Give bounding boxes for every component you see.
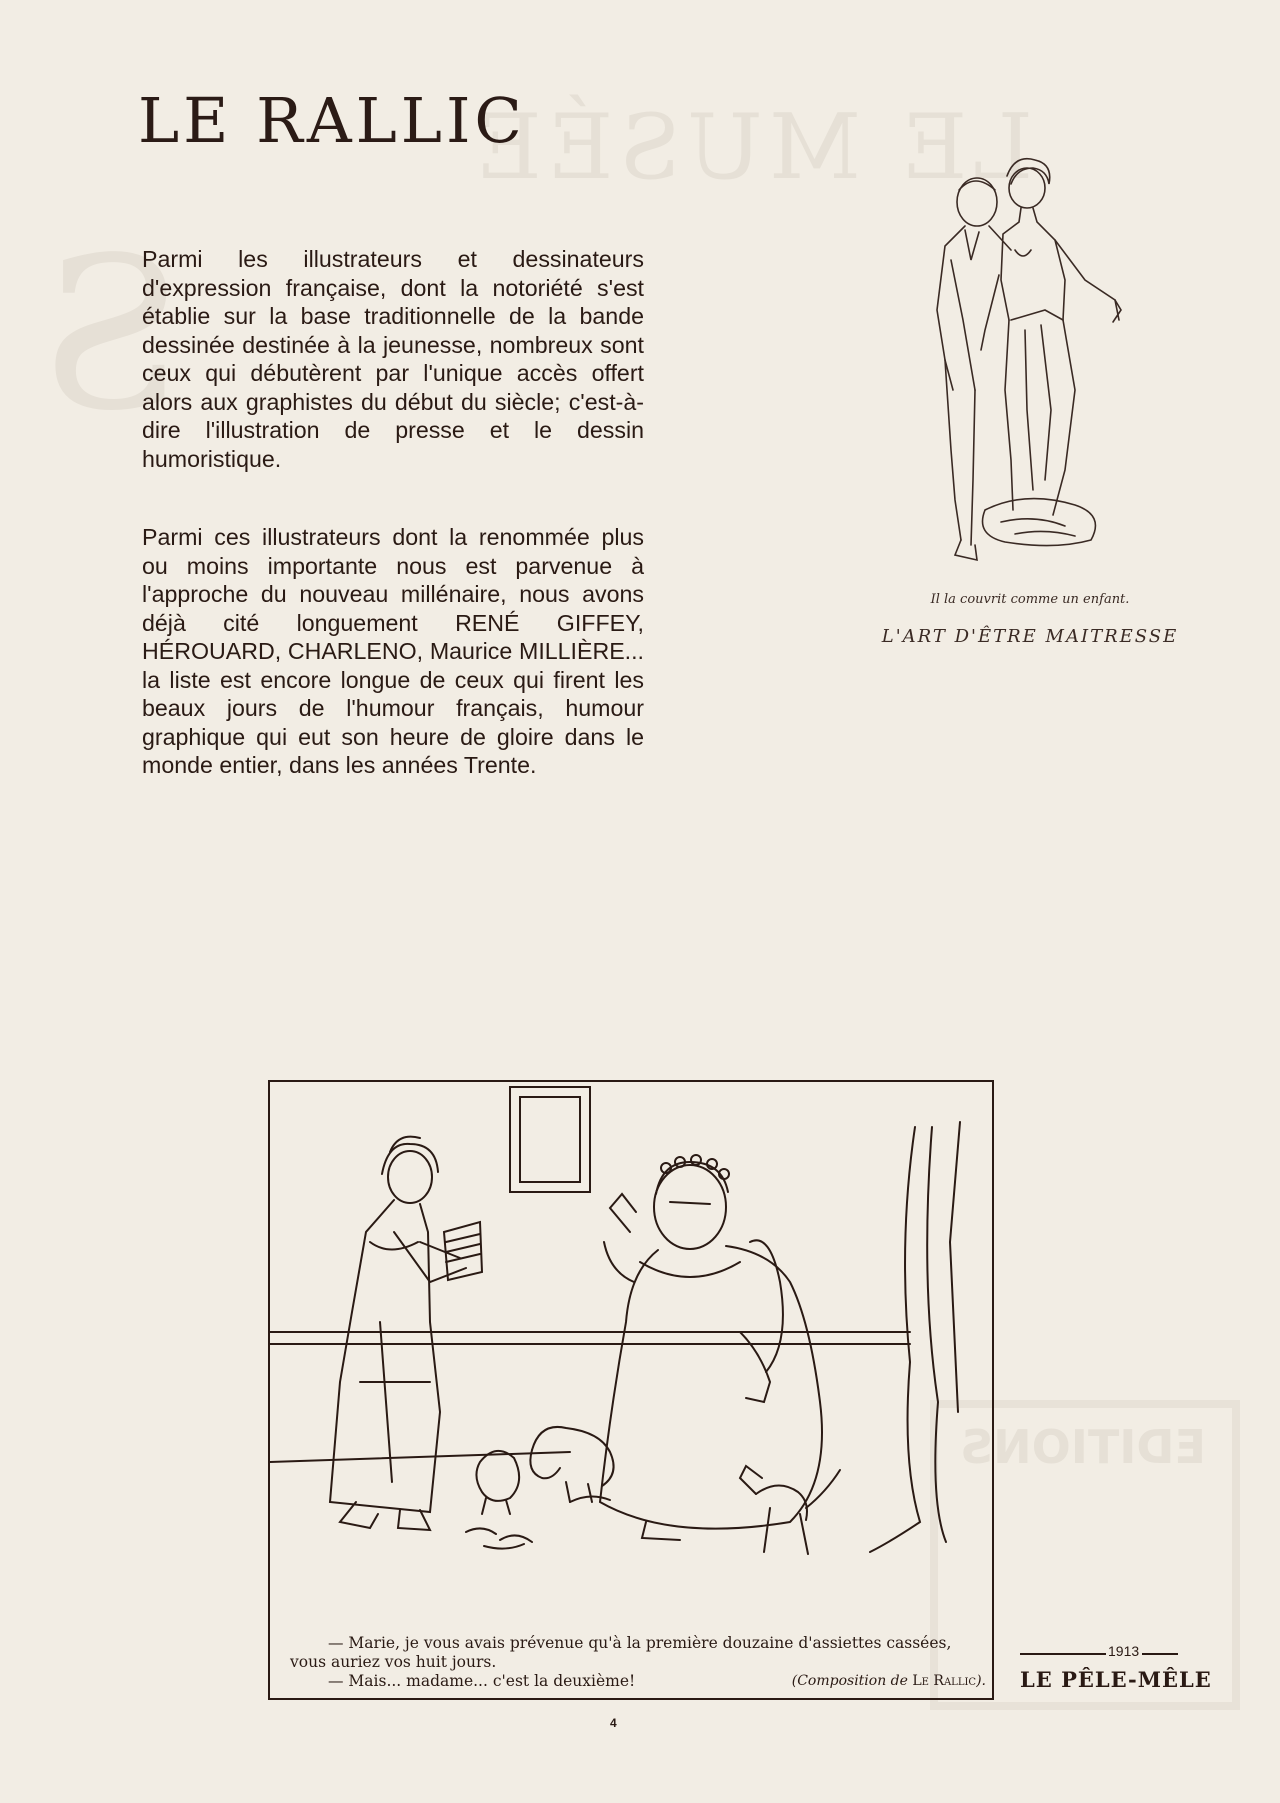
- dialogue-line-2: — Mais... madame... c'est la deuxième!: [328, 1672, 636, 1690]
- page-title: LE RALLIC: [138, 84, 526, 157]
- illustration-title: L'ART D'ÊTRE MAITRESSE: [881, 626, 1179, 647]
- bleed-through-text: EDITIONS: [960, 1420, 1206, 1474]
- intro-paragraph: Parmi les illustrateurs et dessinateurs d'expression française, dont la notoriété s'est établie sur la base traditionnelle de la bande dessinée destinée à la jeunesse, nombreux sont ceux qui débutèrent par l'unique accès offert alors aux graphistes du début du siècle; c'est-à-dire l'illustration de presse et le dessin humoristique.: [142, 246, 644, 472]
- source-year: [1020, 1643, 1180, 1663]
- cartoon-panel: [268, 1080, 994, 1700]
- second-paragraph: Parmi ces illustrateurs dont la renommée plus ou moins importante nous est parvenue à l'approche du nouveau millénaire, nous avons déjà cité longuement RENÉ GIFFEY, HÉROUARD, CHARLENO, Maurice MILLIÈRE... la liste est encore longue de ceux qui firent les beaux jours de l'humour français, humour graphique qui eut son heure de gloire dans le monde entier, dans les années Trente.: [142, 524, 644, 778]
- page-number: 4: [610, 1716, 617, 1730]
- cartoon-credit: (Composition de Le Rallic).: [791, 1673, 986, 1689]
- cartoon-caption: [290, 1634, 990, 1691]
- illustration-caption: Il la couvrit comme un enfant.: [930, 592, 1130, 607]
- cartoon-drawing: [270, 1082, 991, 1697]
- year-label: 1913: [1108, 1643, 1140, 1659]
- bleed-through-text: S: [40, 212, 184, 457]
- bleed-through-text: LE MUSÉE: [470, 95, 1034, 200]
- publication-name: LE PÊLE-MÊLE: [1020, 1667, 1212, 1692]
- couple-illustration: [915, 150, 1155, 580]
- dialogue-line-2-row: [290, 1672, 990, 1691]
- dialogue-line-1: — Marie, je vous avais prévenue qu'à la première douzaine d'assiettes cassées, vous auriez vos huit jours.: [290, 1634, 952, 1671]
